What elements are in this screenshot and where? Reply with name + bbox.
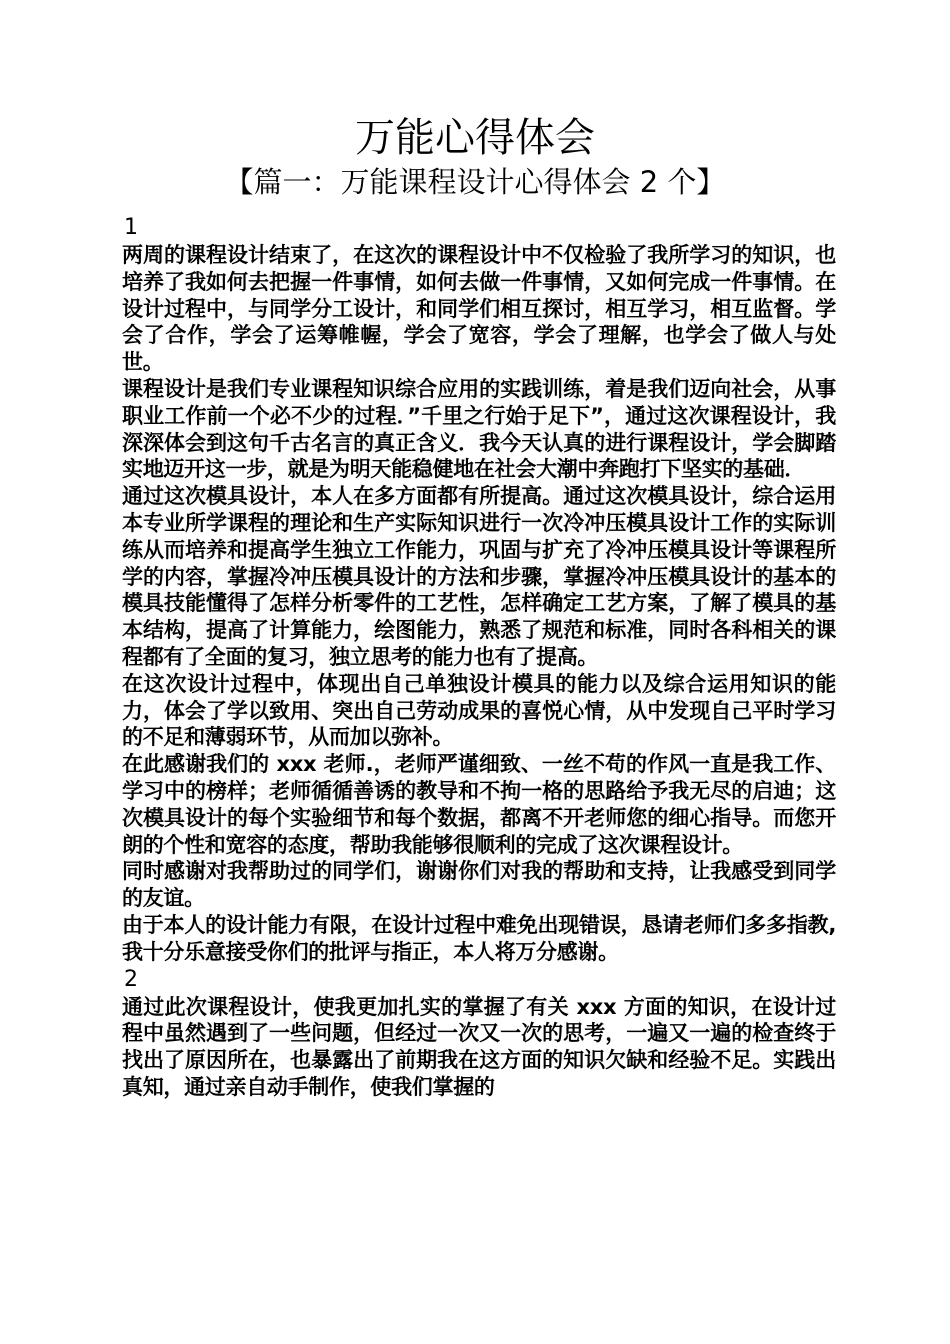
paragraph: 同时感谢对我帮助过的同学们，谢谢你们对我的帮助和支持，让我感受到同学的友谊。 [122, 859, 836, 911]
section-1 [116, 214, 836, 966]
section-2 [116, 966, 836, 1101]
paragraph: 在此感谢我们的 xxx 老师.，老师严谨细致、一丝不苟的作风一直是我工作、学习中的榜样；老师循循善诱的教导和不拘一格的思路给予我无尽的启迪；这次模具设计的每个实验细节和每个数据，都离不开老师您的细心指导。而您开朗的个性和宽容的态度，帮助我能够很顺利的完成了这次课程设计。 [122, 752, 836, 857]
paragraph: 课程设计是我们专业课程知识综合应用的实践训练，着是我们迈向社会，从事职业工作前一个必不少的过程．”千里之行始于足下”，通过这次课程设计，我深深体会到这句千古名言的真正含义．我今天认真的进行课程设计，学会脚踏实地迈开这一步，就是为明天能稳健地在社会大潮中奔跑打下坚实的基础． [122, 376, 836, 482]
paragraph: 在这次设计过程中，体现出自己单独设计模具的能力以及综合运用知识的能力，体会了学以致用、突出自己劳动成果的喜悦心情，从中发现自己平时学习的不足和薄弱环节，从而加以弥补。 [122, 671, 836, 750]
section-number: 1 [124, 215, 138, 240]
page-title: 万能心得体会 [355, 115, 595, 161]
document-body [116, 214, 836, 1101]
page-subtitle: 【篇一：万能课程设计心得体会 2 个】 [224, 165, 726, 199]
section-number: 2 [124, 966, 138, 992]
paragraph: 通过此次课程设计，使我更加扎实的掌握了有关 xxx 方面的知识，在设计过程中虽然遇到了一些问题，但经过一次又一次的思考，一遍又一遍的检查终于找出了原因所在，也暴露出了前期我在这方面的知识欠缺和经验不足。实践出真知，通过亲自动手制作，使我们掌握的 [122, 994, 836, 1099]
paragraph: 由于本人的设计能力有限，在设计过程中难免出现错误，恳请老师们多多指教,我十分乐意接受你们的批评与指正，本人将万分感谢。 [122, 912, 836, 964]
paragraph: 两周的课程设计结束了，在这次的课程设计中不仅检验了我所学习的知识，也培养了我如何去把握一件事情，如何去做一件事情，又如何完成一件事情。在设计过程中，与同学分工设计，和同学们相互探讨，相互学习，相互监督。学会了合作，学会了运筹帷幄，学会了宽容，学会了理解，也学会了做人与处世。 [122, 243, 836, 375]
paragraph: 通过这次模具设计，本人在多方面都有所提高。通过这次模具设计，综合运用本专业所学课程的理论和生产实际知识进行一次冷冲压模具设计工作的实际训练从而培养和提高学生独立工作能力，巩固与扩充了冷冲压模具设计等课程所学的内容，掌握冷冲压模具设计的方法和步骤，掌握冷冲压模具设计的基本的模具技能懂得了怎样分析零件的工艺性，怎样确定工艺方案，了解了模具的基本结构，提高了计算能力，绘图能力，熟悉了规范和标准，同时各科相关的课程都有了全面的复习，独立思考的能力也有了提高。 [122, 484, 836, 669]
